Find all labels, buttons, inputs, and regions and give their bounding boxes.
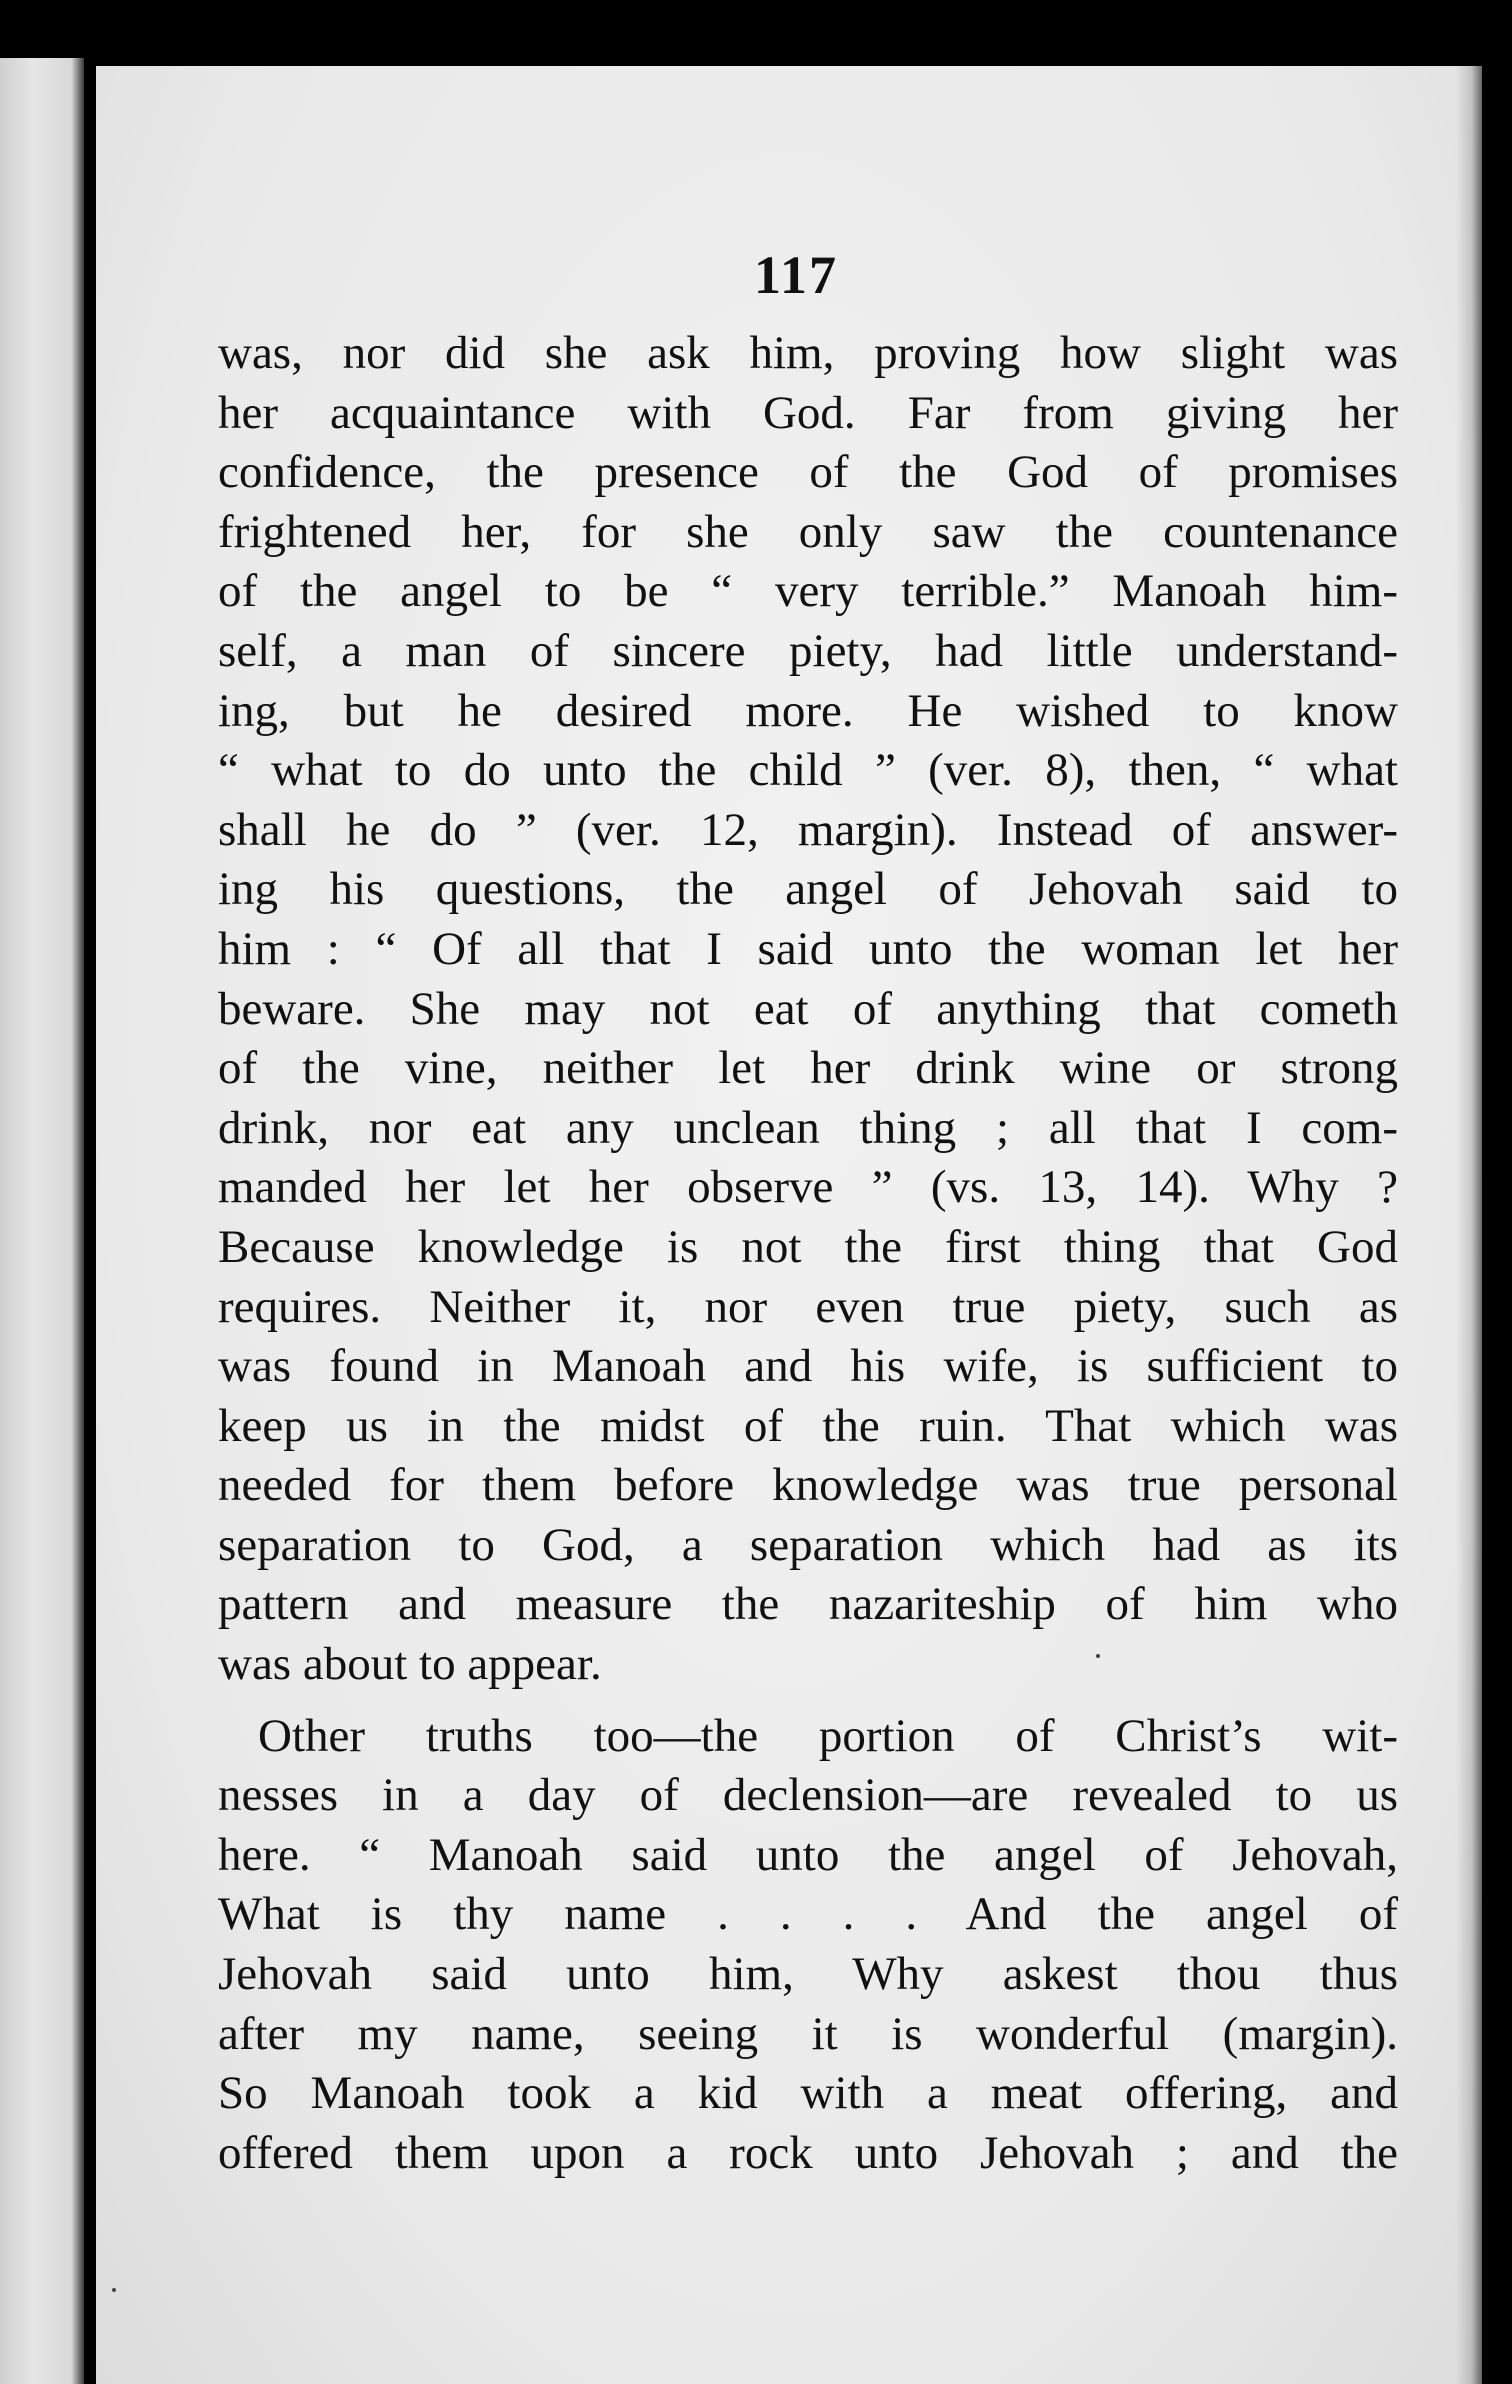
text-line: What is thy name . . . . And the angel of [218, 1888, 1398, 1941]
text-line: So Manoah took a kid with a meat offering, and [218, 2067, 1398, 2120]
text-line: ing, but he desired more. He wished to know [218, 684, 1398, 737]
text-line: ing his questions, the angel of Jehovah said to [218, 863, 1398, 916]
text-line: confidence, the presence of the God of promises [218, 446, 1398, 499]
print-speck [1096, 1654, 1100, 1658]
text-line: him : “ Of all that I said unto the woman let her [218, 922, 1398, 975]
text-line: self, a man of sincere piety, had little understand- [218, 624, 1398, 677]
text-line: “ what to do unto the child ” (ver. 8), then, “ what [218, 744, 1398, 797]
text-line: pattern and measure the nazariteship of him who [218, 1578, 1398, 1631]
text-line: beware. She may not eat of anything that cometh [218, 982, 1398, 1035]
text-line: her acquaintance with God. Far from giving her [218, 386, 1398, 439]
previous-page-edge [0, 58, 84, 2384]
page-number: 117 [753, 245, 839, 305]
text-line: here. “ Manoah said unto the angel of Jehovah, [218, 1828, 1398, 1881]
text-line: offered them upon a rock unto Jehovah ; and the [218, 2126, 1398, 2179]
text-line: Other truths too—the portion of Christ’s wit- [258, 1709, 1398, 1762]
text-line: was found in Manoah and his wife, is sufficient to [218, 1340, 1398, 1393]
text-line: separation to God, a separation which had as its [218, 1518, 1398, 1571]
body-text [218, 324, 1398, 2183]
text-line: Because knowledge is not the first thing that God [218, 1220, 1398, 1273]
print-speck [112, 2288, 116, 2292]
text-line: Jehovah said unto him, Why askest thou thus [218, 1948, 1398, 2001]
paragraph-gap [218, 1695, 1398, 1707]
text-line: drink, nor eat any unclean thing ; all that I com- [218, 1101, 1398, 1154]
text-line: was, nor did she ask him, proving how slight was [218, 327, 1398, 379]
text-line: frightened her, for she only saw the countenance [218, 505, 1398, 558]
text-line: after my name, seeing it is wonderful (margin). [218, 2007, 1398, 2060]
text-line: was about to appear. [218, 1638, 602, 1691]
text-line: shall he do ” (ver. 12, margin). Instead of answer- [218, 803, 1398, 856]
text-line: needed for them before knowledge was true personal [218, 1459, 1398, 1512]
text-line: of the vine, neither let her drink wine or strong [218, 1042, 1398, 1095]
page-binding-shadow [1456, 66, 1482, 2384]
text-line: requires. Neither it, nor even true piety, such as [218, 1280, 1398, 1333]
text-line: of the angel to be “ very terrible.” Manoah him- [218, 565, 1398, 618]
text-line: keep us in the midst of the ruin. That which was [218, 1399, 1398, 1452]
text-line: manded her let her observe ” (vs. 13, 14). Why ? [218, 1161, 1398, 1214]
page-sheet [96, 66, 1482, 2384]
text-line: nesses in a day of declension—are revealed to us [218, 1769, 1398, 1822]
